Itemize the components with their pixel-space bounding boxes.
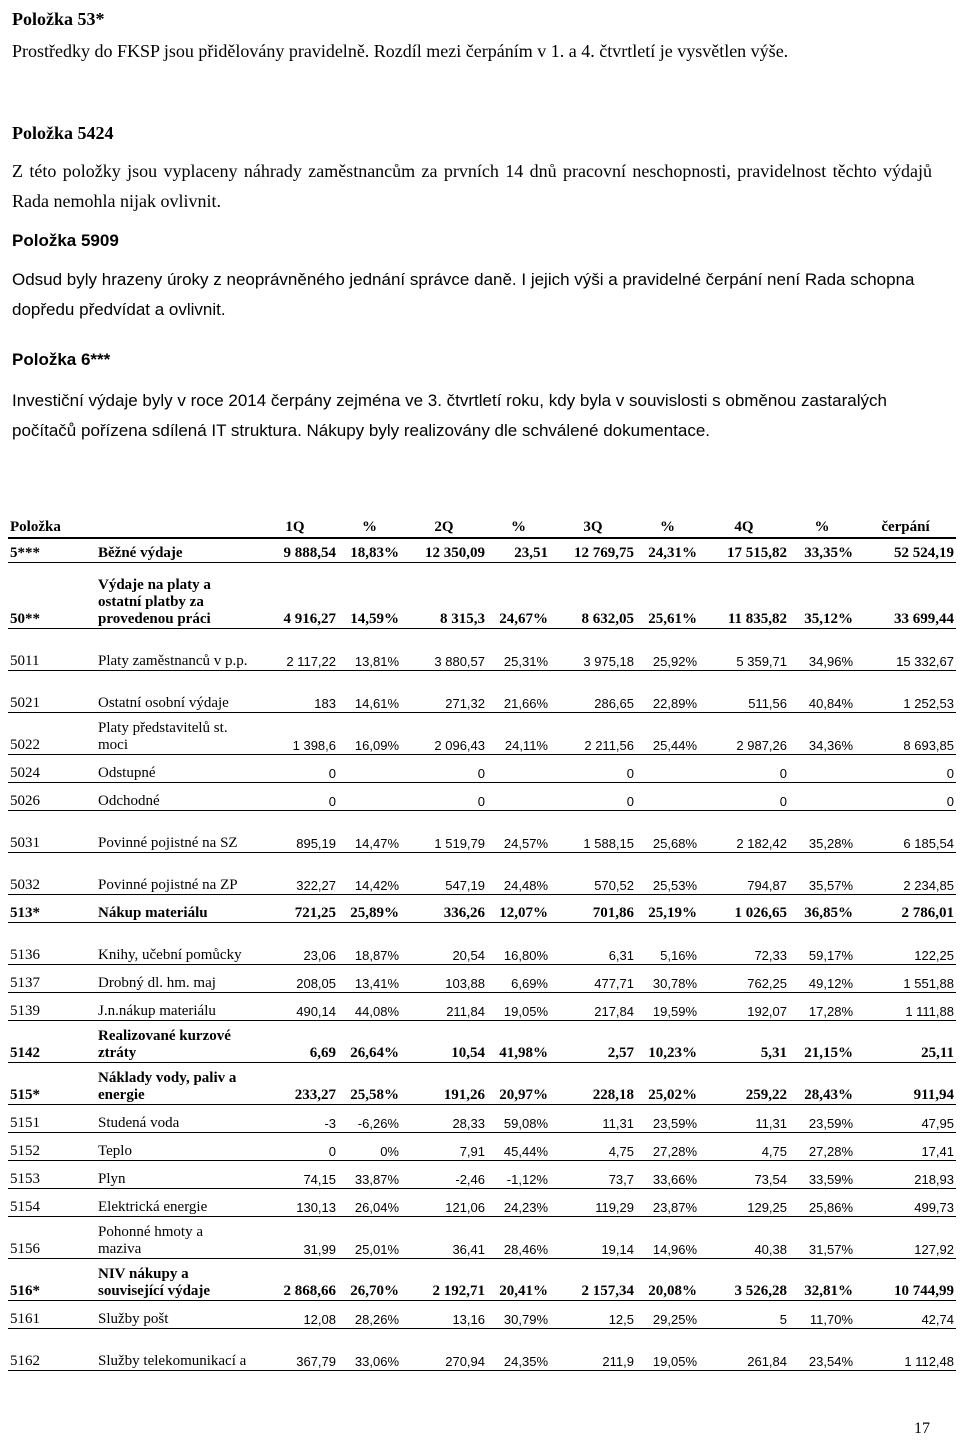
value-cell: 0 [401,782,487,810]
value-cell: 6 185,54 [855,810,956,852]
value-cell: 12 350,09 [401,538,487,562]
value-cell: 25,68% [636,810,699,852]
item-code-cell: 5156 [8,1216,96,1258]
value-cell: 8 632,05 [550,562,636,628]
value-cell: 0% [338,1132,401,1160]
value-cell: 3 975,18 [550,628,636,670]
value-cell: 0 [855,754,956,782]
value-cell: 74,15 [252,1160,338,1188]
table-row [8,1300,956,1328]
value-cell: 336,26 [401,894,487,922]
table-row [8,992,956,1020]
value-cell: 2 182,42 [699,810,789,852]
value-cell: 11,70% [789,1300,855,1328]
value-cell: 9 888,54 [252,538,338,562]
value-cell: 12,07% [487,894,550,922]
value-cell: 0 [252,754,338,782]
value-cell: 286,65 [550,670,636,712]
item-label-cell: Knihy, učební pomůcky [96,922,252,964]
value-cell: 11 835,82 [699,562,789,628]
value-cell: 2 157,34 [550,1258,636,1300]
table-row [8,1328,956,1370]
value-cell: 1 398,6 [252,712,338,754]
item-label-cell: J.n.nákup materiálu [96,992,252,1020]
value-cell: 259,22 [699,1062,789,1104]
value-cell: 2 234,85 [855,852,956,894]
value-cell: 11,31 [550,1104,636,1132]
item-label-cell: Ostatní osobní výdaje [96,670,252,712]
value-cell: 59,08% [487,1104,550,1132]
value-cell: 5,31 [699,1020,789,1062]
item-label-cell: Povinné pojistné na SZ [96,810,252,852]
value-cell: 24,31% [636,538,699,562]
value-cell: -3 [252,1104,338,1132]
budget-table [8,502,956,1371]
value-cell: 15 332,67 [855,628,956,670]
table-row [8,1062,956,1104]
value-cell: 25,58% [338,1062,401,1104]
value-cell: 32,81% [789,1258,855,1300]
header-cell: % [487,502,550,538]
value-cell: 72,33 [699,922,789,964]
item-label-cell: Pohonné hmoty a maziva [96,1216,252,1258]
item-code-cell: 5022 [8,712,96,754]
section-heading-5424: Položka 5424 [12,123,114,143]
value-cell: 25,86% [789,1188,855,1216]
value-cell: 34,96% [789,628,855,670]
item-code-cell: 5021 [8,670,96,712]
value-cell: 30,78% [636,964,699,992]
value-cell: 29,25% [636,1300,699,1328]
value-cell: 895,19 [252,810,338,852]
value-cell: 1 551,88 [855,964,956,992]
value-cell: 18,83% [338,538,401,562]
header-cell: 4Q [699,502,789,538]
value-cell: 25,02% [636,1062,699,1104]
table-row [8,810,956,852]
value-cell: 16,09% [338,712,401,754]
value-cell: 26,70% [338,1258,401,1300]
value-cell: 26,04% [338,1188,401,1216]
value-cell: 6,69 [252,1020,338,1062]
value-cell: 28,33 [401,1104,487,1132]
value-cell: 6,69% [487,964,550,992]
value-cell: 192,07 [699,992,789,1020]
value-cell [789,782,855,810]
value-cell: 25,61% [636,562,699,628]
value-cell: 183 [252,670,338,712]
value-cell: 24,48% [487,852,550,894]
value-cell: 5 359,71 [699,628,789,670]
value-cell: 20,41% [487,1258,550,1300]
value-cell: 0 [855,782,956,810]
item-code-cell: 5*** [8,538,96,562]
value-cell: 41,98% [487,1020,550,1062]
item-label-cell: NIV nákupy a související výdaje [96,1258,252,1300]
table-row [8,1188,956,1216]
table-row [8,1216,956,1258]
value-cell: 477,71 [550,964,636,992]
value-cell: 367,79 [252,1328,338,1370]
item-label-cell: Realizované kurzové ztráty [96,1020,252,1062]
value-cell: 23,87% [636,1188,699,1216]
value-cell: 0 [401,754,487,782]
value-cell: 2 211,56 [550,712,636,754]
value-cell [338,754,401,782]
value-cell: 228,18 [550,1062,636,1104]
table-row [8,562,956,628]
value-cell: 49,12% [789,964,855,992]
value-cell: 35,12% [789,562,855,628]
item-code-cell: 5032 [8,852,96,894]
table-row [8,1258,956,1300]
section-text-6: Investiční výdaje byly v roce 2014 čerpány zejména ve 3. čtvrtletí roku, kdy byla v souvislosti s obměnou zastaralých počítačů pořízena sdílená IT struktura. Nákupy byly realizovány dle schválené dokumentace. [12,391,887,440]
value-cell: 911,94 [855,1062,956,1104]
value-cell: 2 117,22 [252,628,338,670]
value-cell: 217,84 [550,992,636,1020]
value-cell: 1 252,53 [855,670,956,712]
value-cell: 52 524,19 [855,538,956,562]
table-row [8,1020,956,1062]
value-cell: 25,19% [636,894,699,922]
value-cell: 1 112,48 [855,1328,956,1370]
value-cell [487,782,550,810]
header-cell: 1Q [252,502,338,538]
item-code-cell: 516* [8,1258,96,1300]
section-heading-6: Položka 6*** [12,350,111,369]
value-cell: 208,05 [252,964,338,992]
value-cell: 24,11% [487,712,550,754]
value-cell: 0 [252,782,338,810]
header-cell: Položka [8,502,96,538]
item-label-cell: Náklady vody, paliv a energie [96,1062,252,1104]
value-cell: 19,14 [550,1216,636,1258]
value-cell: 14,47% [338,810,401,852]
value-cell: 31,99 [252,1216,338,1258]
value-cell: 3 526,28 [699,1258,789,1300]
value-cell: 10,54 [401,1020,487,1062]
value-cell: 25,31% [487,628,550,670]
table-row [8,712,956,754]
item-label-cell: Odstupné [96,754,252,782]
value-cell: 794,87 [699,852,789,894]
table-row [8,628,956,670]
value-cell: 0 [252,1132,338,1160]
item-label-cell: Služby pošt [96,1300,252,1328]
item-label-cell: Výdaje na platy a ostatní platby za provedenou práci [96,562,252,628]
value-cell: 1 519,79 [401,810,487,852]
value-cell: 45,44% [487,1132,550,1160]
value-cell: 25,01% [338,1216,401,1258]
value-cell: 23,59% [636,1104,699,1132]
value-cell: 2 192,71 [401,1258,487,1300]
value-cell: 2 987,26 [699,712,789,754]
value-cell: 8 693,85 [855,712,956,754]
value-cell: 2 096,43 [401,712,487,754]
value-cell: 10,23% [636,1020,699,1062]
value-cell: 701,86 [550,894,636,922]
value-cell: 261,84 [699,1328,789,1370]
value-cell: 10 744,99 [855,1258,956,1300]
value-cell: 25,92% [636,628,699,670]
value-cell: 211,9 [550,1328,636,1370]
item-label-cell: Odchodné [96,782,252,810]
item-code-cell: 515* [8,1062,96,1104]
item-code-cell: 5031 [8,810,96,852]
table-row [8,852,956,894]
table-row [8,894,956,922]
section-text-5909: Odsud byly hrazeny úroky z neoprávněného jednání správce daně. I jejich výši a pravidelné čerpání není Rada schopna dopředu předvídat a ovlivnit. [12,270,915,319]
value-cell: 17,28% [789,992,855,1020]
value-cell: 547,19 [401,852,487,894]
table-header-row [8,502,956,538]
value-cell [636,782,699,810]
item-code-cell: 5139 [8,992,96,1020]
value-cell: 127,92 [855,1216,956,1258]
value-cell: 28,43% [789,1062,855,1104]
value-cell: 0 [550,754,636,782]
item-label-cell: Povinné pojistné na ZP [96,852,252,894]
header-cell: % [338,502,401,538]
table-row [8,670,956,712]
value-cell: 19,59% [636,992,699,1020]
value-cell: 19,05% [636,1328,699,1370]
value-cell: 20,08% [636,1258,699,1300]
value-cell: 13,16 [401,1300,487,1328]
value-cell: 14,42% [338,852,401,894]
value-cell: 31,57% [789,1216,855,1258]
value-cell: 2 786,01 [855,894,956,922]
value-cell: -6,26% [338,1104,401,1132]
value-cell: 25,44% [636,712,699,754]
value-cell: 4 916,27 [252,562,338,628]
value-cell: 119,29 [550,1188,636,1216]
item-label-cell: Služby telekomunikací a [96,1328,252,1370]
value-cell: 44,08% [338,992,401,1020]
value-cell: 36,85% [789,894,855,922]
value-cell: 17 515,82 [699,538,789,562]
value-cell: 16,80% [487,922,550,964]
item-code-cell: 5142 [8,1020,96,1062]
value-cell: 26,64% [338,1020,401,1062]
value-cell: 1 111,88 [855,992,956,1020]
value-cell: 2 868,66 [252,1258,338,1300]
item-code-cell: 5161 [8,1300,96,1328]
table-row [8,1104,956,1132]
item-code-cell: 5026 [8,782,96,810]
header-cell: % [789,502,855,538]
value-cell: 5,16% [636,922,699,964]
value-cell: 4,75 [550,1132,636,1160]
item-label-cell: Nákup materiálu [96,894,252,922]
item-label-cell: Studená voda [96,1104,252,1132]
value-cell: 490,14 [252,992,338,1020]
value-cell: 33,59% [789,1160,855,1188]
value-cell: 33,06% [338,1328,401,1370]
value-cell: 59,17% [789,922,855,964]
table-row [8,1132,956,1160]
section-heading-53: Položka 53* [12,9,105,29]
item-code-cell: 5151 [8,1104,96,1132]
value-cell: 24,57% [487,810,550,852]
table-row [8,922,956,964]
value-cell: 25,89% [338,894,401,922]
item-code-cell: 5137 [8,964,96,992]
value-cell [487,754,550,782]
value-cell: 20,54 [401,922,487,964]
value-cell: 28,46% [487,1216,550,1258]
value-cell: 271,32 [401,670,487,712]
table-row [8,782,956,810]
value-cell: 191,26 [401,1062,487,1104]
item-label-cell: Platy zaměstnanců v p.p. [96,628,252,670]
header-cell: 2Q [401,502,487,538]
value-cell: 23,54% [789,1328,855,1370]
value-cell: 211,84 [401,992,487,1020]
value-cell: 12 769,75 [550,538,636,562]
value-cell: -1,12% [487,1160,550,1188]
value-cell: 40,38 [699,1216,789,1258]
value-cell: 121,06 [401,1188,487,1216]
value-cell: 30,79% [487,1300,550,1328]
value-cell: 25,53% [636,852,699,894]
value-cell: 12,5 [550,1300,636,1328]
value-cell: 6,31 [550,922,636,964]
value-cell: 35,57% [789,852,855,894]
value-cell: 42,74 [855,1300,956,1328]
value-cell: 130,13 [252,1188,338,1216]
item-label-cell: Běžné výdaje [96,538,252,562]
value-cell: 322,27 [252,852,338,894]
value-cell: 8 315,3 [401,562,487,628]
value-cell: 3 880,57 [401,628,487,670]
value-cell: 27,28% [636,1132,699,1160]
section-text-53: Prostředky do FKSP jsou přidělovány pravidelně. Rozdíl mezi čerpáním v 1. a 4. čtvrtletí je vysvětlen výše. [12,41,789,61]
value-cell: 13,81% [338,628,401,670]
value-cell: 23,06 [252,922,338,964]
value-cell: 47,95 [855,1104,956,1132]
header-cell: % [636,502,699,538]
value-cell: 11,31 [699,1104,789,1132]
value-cell: 24,67% [487,562,550,628]
value-cell: 18,87% [338,922,401,964]
header-cell: 3Q [550,502,636,538]
item-code-cell: 5011 [8,628,96,670]
value-cell: 103,88 [401,964,487,992]
value-cell: 24,23% [487,1188,550,1216]
item-code-cell: 5153 [8,1160,96,1188]
table-row [8,538,956,562]
value-cell: 34,36% [789,712,855,754]
value-cell: 33,87% [338,1160,401,1188]
value-cell: 27,28% [789,1132,855,1160]
value-cell: 14,96% [636,1216,699,1258]
value-cell: 233,27 [252,1062,338,1104]
value-cell: 1 588,15 [550,810,636,852]
item-label-cell: Elektrická energie [96,1188,252,1216]
table-row [8,1160,956,1188]
item-code-cell: 5136 [8,922,96,964]
value-cell: 499,73 [855,1188,956,1216]
value-cell [636,754,699,782]
header-cell [96,502,252,538]
value-cell: 5 [699,1300,789,1328]
value-cell: 25,11 [855,1020,956,1062]
budget-table-body [8,502,956,1370]
value-cell: 14,61% [338,670,401,712]
item-code-cell: 513* [8,894,96,922]
value-cell: 270,94 [401,1328,487,1370]
value-cell: 570,52 [550,852,636,894]
table-row [8,754,956,782]
header-cell: čerpání [855,502,956,538]
value-cell: 12,08 [252,1300,338,1328]
value-cell: 23,59% [789,1104,855,1132]
value-cell: 0 [699,782,789,810]
value-cell: 24,35% [487,1328,550,1370]
value-cell: 33 699,44 [855,562,956,628]
value-cell: 129,25 [699,1188,789,1216]
value-cell: 40,84% [789,670,855,712]
value-cell: 762,25 [699,964,789,992]
value-cell: 73,54 [699,1160,789,1188]
value-cell: 19,05% [487,992,550,1020]
value-cell: 14,59% [338,562,401,628]
value-cell [338,782,401,810]
item-code-cell: 5152 [8,1132,96,1160]
item-code-cell: 5024 [8,754,96,782]
item-code-cell: 5162 [8,1328,96,1370]
value-cell: 28,26% [338,1300,401,1328]
item-label-cell: Drobný dl. hm. maj [96,964,252,992]
value-cell: 73,7 [550,1160,636,1188]
value-cell: 1 026,65 [699,894,789,922]
value-cell: 2,57 [550,1020,636,1062]
value-cell: 33,35% [789,538,855,562]
item-label-cell: Platy představitelů st. moci [96,712,252,754]
value-cell: 721,25 [252,894,338,922]
value-cell: 511,56 [699,670,789,712]
value-cell: 122,25 [855,922,956,964]
value-cell: 4,75 [699,1132,789,1160]
value-cell: 7,91 [401,1132,487,1160]
item-label-cell: Teplo [96,1132,252,1160]
value-cell: 17,41 [855,1132,956,1160]
value-cell: 33,66% [636,1160,699,1188]
value-cell: -2,46 [401,1160,487,1188]
value-cell: 20,97% [487,1062,550,1104]
value-cell [789,754,855,782]
value-cell: 13,41% [338,964,401,992]
item-code-cell: 50** [8,562,96,628]
value-cell: 35,28% [789,810,855,852]
value-cell: 22,89% [636,670,699,712]
section-text-5424: Z této položky jsou vyplaceny náhrady zaměstnancům za prvních 14 dnů pracovní neschopnosti, pravidelnost těchto výdajů Rada nemohla nijak ovlivnit. [12,161,932,211]
value-cell: 36,41 [401,1216,487,1258]
value-cell: 21,66% [487,670,550,712]
value-cell: 21,15% [789,1020,855,1062]
item-code-cell: 5154 [8,1188,96,1216]
value-cell: 0 [699,754,789,782]
value-cell: 0 [550,782,636,810]
page-number: 17 [914,1420,930,1437]
value-cell: 218,93 [855,1160,956,1188]
section-heading-5909: Položka 5909 [12,231,119,250]
table-row [8,964,956,992]
value-cell: 23,51 [487,538,550,562]
item-label-cell: Plyn [96,1160,252,1188]
